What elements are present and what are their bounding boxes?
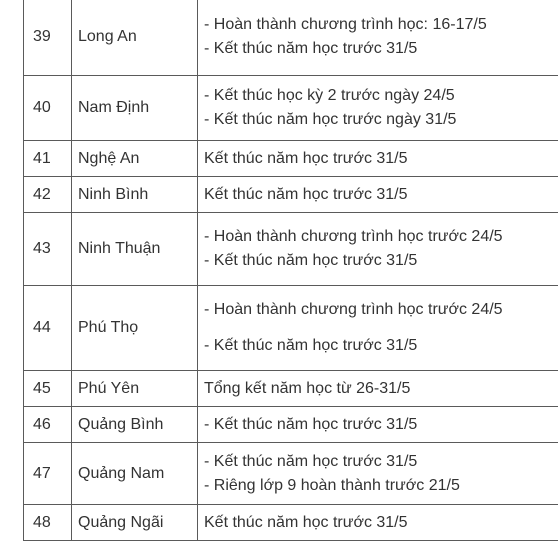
schedule-details: [198, 371, 558, 407]
province-name: Ninh Bình: [72, 177, 198, 213]
table-row: [24, 213, 558, 286]
schedule-line: - Hoàn thành chương trình học trước 24/5: [204, 301, 503, 318]
schedule-line: - Kết thúc năm học trước 31/5: [204, 452, 418, 470]
schedule-table-body: [24, 0, 558, 541]
schedule-details: [198, 76, 558, 141]
schedule-line: - Hoàn thành chương trình học: 16-17/5: [204, 16, 487, 33]
schedule-details: [198, 407, 558, 443]
province-name: Nam Định: [72, 76, 198, 141]
row-number: 43: [24, 213, 72, 286]
province-name: Ninh Thuận: [72, 213, 198, 286]
schedule-details: [198, 0, 558, 76]
schedule-line: - Kết thúc năm học trước 31/5: [204, 337, 418, 354]
schedule-line: - Kết thúc năm học trước 31/5: [204, 415, 418, 433]
schedule-line: - Riêng lớp 9 hoàn thành trước 21/5: [204, 476, 460, 494]
province-name: Long An: [72, 0, 198, 76]
row-number: 46: [24, 407, 72, 443]
schedule-details: [198, 213, 558, 286]
schedule-details: [198, 141, 558, 177]
table-row: [24, 286, 558, 371]
row-number: 47: [24, 443, 72, 505]
table-row: [24, 0, 558, 76]
row-number: 44: [24, 286, 72, 371]
province-name: Nghệ An: [72, 141, 198, 177]
schedule-table: [23, 0, 558, 541]
table-row: [24, 443, 558, 505]
schedule-line: - Kết thúc năm học trước 31/5: [204, 40, 418, 57]
schedule-line: Tổng kết năm học từ 26-31/5: [204, 379, 411, 397]
schedule-details: [198, 177, 558, 213]
schedule-line: - Kết thúc năm học trước ngày 31/5: [204, 111, 457, 128]
table-row: [24, 505, 558, 541]
row-number: 48: [24, 505, 72, 541]
province-name: Quảng Nam: [72, 443, 198, 505]
row-number: 42: [24, 177, 72, 213]
schedule-line: Kết thúc năm học trước 31/5: [204, 513, 408, 531]
row-number: 40: [24, 76, 72, 141]
row-number: 45: [24, 371, 72, 407]
schedule-line: - Kết thúc năm học trước 31/5: [204, 252, 418, 269]
table-row: [24, 76, 558, 141]
province-name: Quảng Bình: [72, 407, 198, 443]
schedule-line: - Kết thúc học kỳ 2 trước ngày 24/5: [204, 87, 455, 104]
schedule-line: - Hoàn thành chương trình học trước 24/5: [204, 228, 503, 245]
province-name: Phú Yên: [72, 371, 198, 407]
table-row: [24, 371, 558, 407]
schedule-details: [198, 286, 558, 371]
province-name: Quảng Ngãi: [72, 505, 198, 541]
table-row: [24, 177, 558, 213]
schedule-details: [198, 443, 558, 505]
province-name: Phú Thọ: [72, 286, 198, 371]
schedule-details: [198, 505, 558, 541]
schedule-line: Kết thúc năm học trước 31/5: [204, 185, 408, 203]
row-number: 39: [24, 0, 72, 76]
schedule-line: Kết thúc năm học trước 31/5: [204, 149, 408, 167]
table-row: [24, 407, 558, 443]
table-row: [24, 141, 558, 177]
row-number: 41: [24, 141, 72, 177]
